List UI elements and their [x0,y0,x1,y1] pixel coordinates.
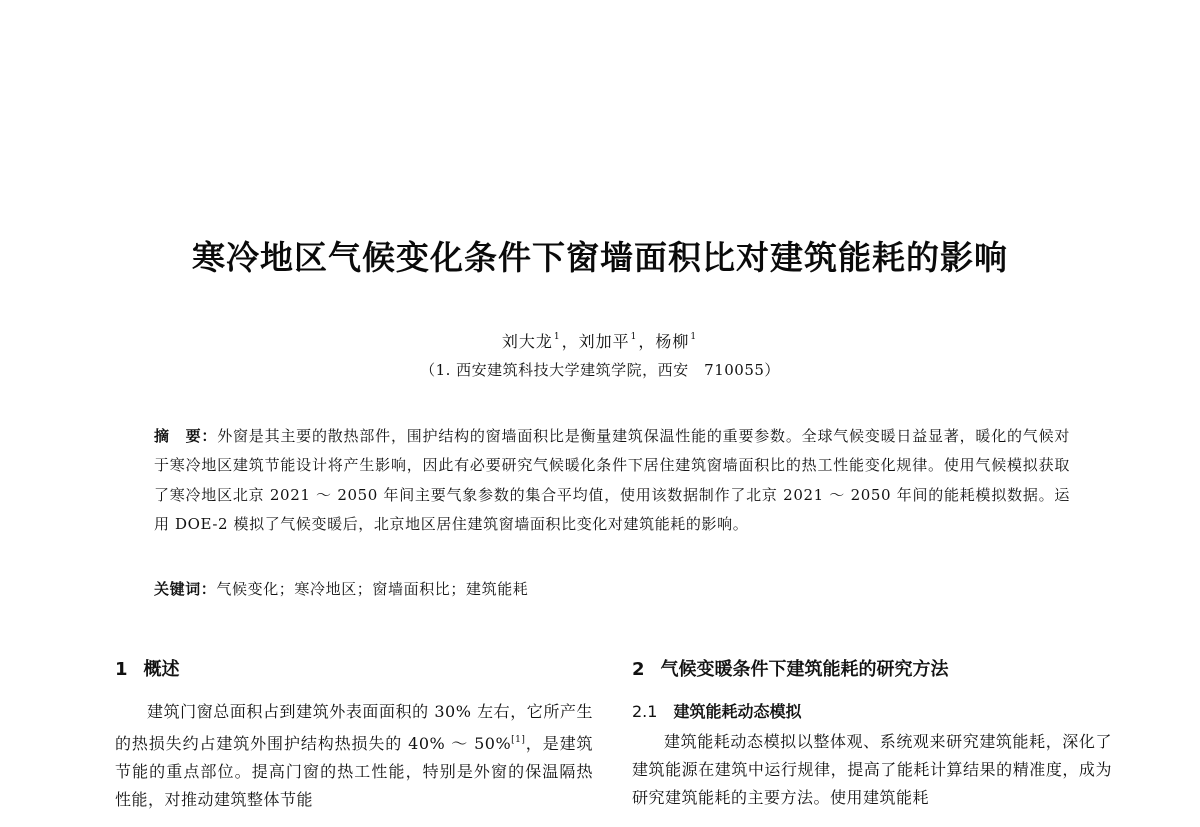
subsection-number: 2.1 [632,702,658,721]
paragraph-text: 建筑门窗总面积占到建筑外表面面积的 30% 左右，它所产生的热损失约占建筑外围护结构热损失的 40% ～ 50% [115,702,593,753]
section-title: 概述 [143,659,180,680]
keywords-label: 关键词： [154,580,217,598]
author-affiliation: （1. 西安建筑科技大学建筑学院，西安 710055） [420,361,780,379]
section-paragraph [115,698,593,814]
author-name: 杨柳 [655,332,690,351]
paragraph-text: ，是建筑节能的重点部位。提高门窗的热工性能，特别是外窗的保温隔热性能，对推动建筑整体节能 [115,734,593,809]
author-separator: ， [561,332,579,351]
section-title: 气候变暖条件下建筑能耗的研究方法 [660,659,949,680]
section-number: 2 [632,659,645,680]
abstract [154,422,1070,540]
author-list [0,329,1200,352]
abstract-label: 摘 要： [154,427,218,445]
author-separator: ， [638,332,656,351]
section-heading [115,652,593,688]
affiliation-mark: 1 [690,332,698,342]
keywords-text: 气候变化；寒冷地区；窗墙面积比；建筑能耗 [216,580,529,598]
left-column [115,652,593,814]
subsection-title: 建筑能耗动态模拟 [673,702,802,721]
author-name: 刘大龙 [501,332,553,351]
section-paragraph: 建筑能耗动态模拟以整体观、系统观来研究建筑能耗，深化了建筑能源在建筑中运行规律，提高了能耗计算结果的精准度，成为研究建筑能耗的主要方法。使用建筑能耗 [632,732,1112,807]
affiliation-mark: 1 [553,332,561,342]
author-name: 刘加平 [578,332,630,351]
right-column [632,652,1112,812]
citation: [1] [511,735,526,745]
section-heading [632,652,1112,688]
abstract-text: 外窗是其主要的散热部件，围护结构的窗墙面积比是衡量建筑保温性能的重要参数。全球气候变暖日益显著，暖化的气候对于寒冷地区建筑节能设计将产生影响，因此有必要研究气候暖化条件下居住建筑窗墙面积比的热工性能变化规律。使用气候模拟获取了寒冷地区北京 2021 ～ 2050 年间主要气象参数的集合平均值，使用该数据制作了北京 2021 ～ 2050 年间的能耗模拟数据。运用 DOE-2 模拟了气候变暖后，北京地区居住建筑窗墙面积比变化对建筑能耗的影响。 [154,427,1070,534]
subsection-heading [632,698,1112,726]
section-number: 1 [115,659,128,680]
paper-title: 寒冷地区气候变化条件下窗墙面积比对建筑能耗的影响 [192,238,1008,277]
keywords [154,575,1070,603]
affiliation-mark: 1 [630,332,638,342]
